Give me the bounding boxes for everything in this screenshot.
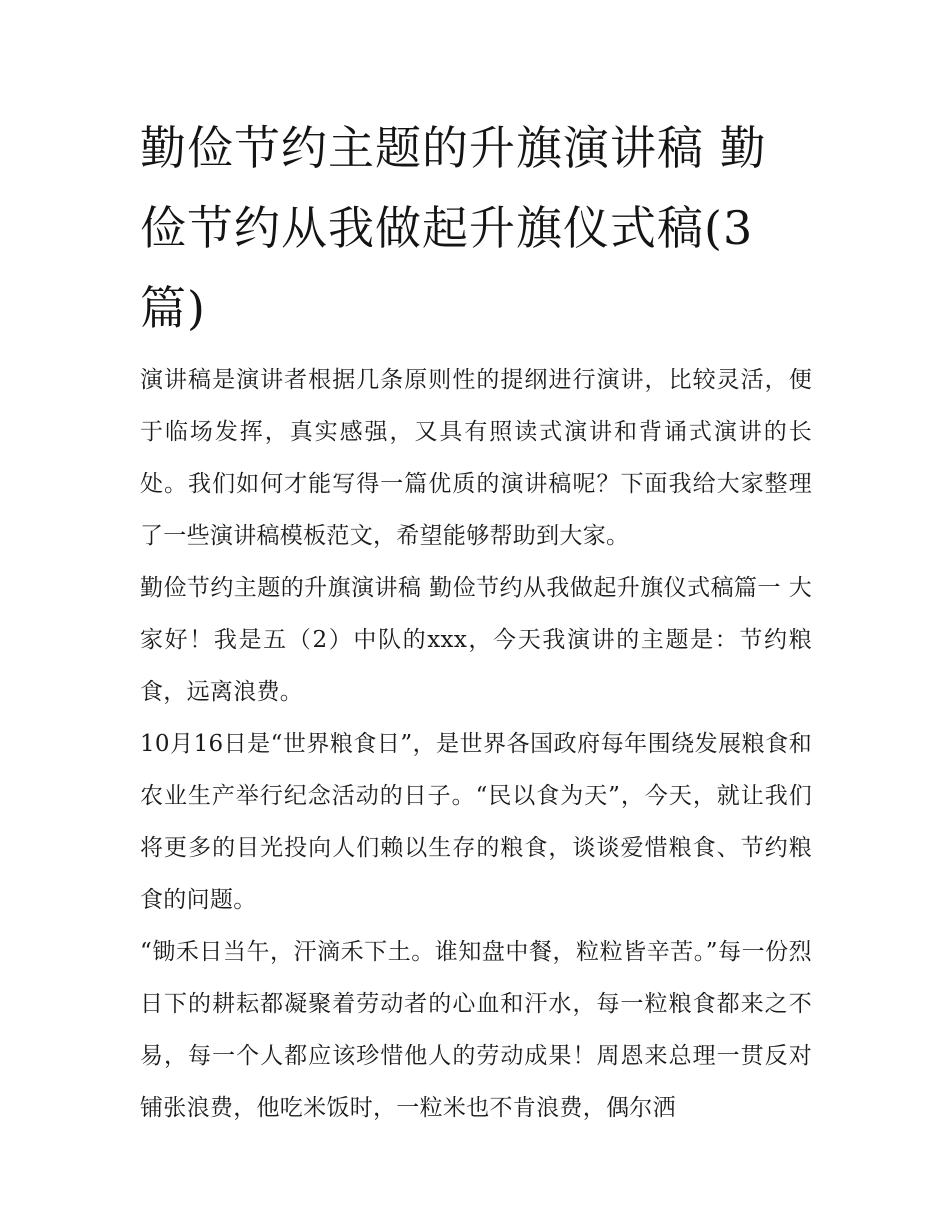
document-content xyxy=(140,108,812,1134)
document-body xyxy=(140,354,812,1134)
document-title: 勤俭节约主题的升旗演讲稿 勤俭节约从我做起升旗仪式稿(3篇) xyxy=(140,121,767,335)
paragraph-intro: 演讲稿是演讲者根据几条原则性的提纲进行演讲，比较灵活，便于临场发挥，真实感强，又具有照读式演讲和背诵式演讲的长处。我们如何才能写得一篇优质的演讲稿呢？下面我给大家整理了一些演讲稿模板范文，希望能够帮助到大家。 xyxy=(140,367,812,549)
paragraph-poem: “锄禾日当午，汗滴禾下土。谁知盘中餐，粒粒皆辛苦。”每一份烈日下的耕耘都凝聚着劳动者的心血和汗水，每一粒粮食都来之不易，每一个人都应该珍惜他人的劳动成果！周恩来总理一贯反对铺张浪费，他吃米饭时，一粒米也不肯浪费，偶尔洒 xyxy=(140,939,812,1121)
paragraph-speech-opening: 勤俭节约主题的升旗演讲稿 勤俭节约从我做起升旗仪式稿篇一 大家好！我是五（2）中队的xxx，今天我演讲的主题是：节约粮食，远离浪费。 xyxy=(140,575,812,705)
paragraph-world-food-day: 10月16日是“世界粮食日”，是世界各国政府每年围绕发展粮食和农业生产举行纪念活动的日子。“民以食为天”，今天，就让我们将更多的目光投向人们赖以生存的粮食，谈谈爱惜粮食、节约粮食的问题。 xyxy=(140,731,812,913)
